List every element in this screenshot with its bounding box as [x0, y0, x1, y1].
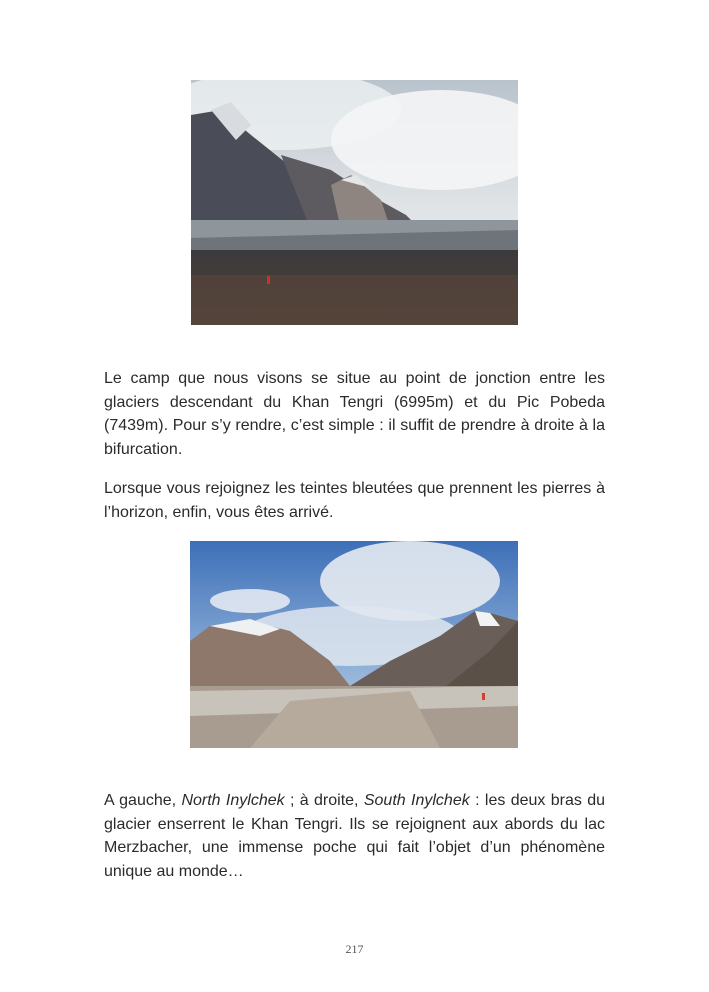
north-inylchek-name: North Inylchek: [181, 792, 285, 809]
paragraph-camp-location: Le camp que nous visons se situe au point de jonction entre les glaciers descendant du Khan Tengri (6995m) et du Pic Pobeda (7439m). Pour s’y rendre, c’est simple : il suffit de prendre à droite à la bifurcation.: [104, 370, 605, 458]
page-number: 217: [345, 942, 364, 956]
south-inylchek-name: South Inylchek: [363, 792, 470, 809]
paragraph-inylchek-glaciers: A gauche, North Inylchek ; à droite, South Inylchek : les deux bras du glacier enserrent le Khan Tengri. Ils se rejoignent aux abords du lac Merzbacher, une immense poche qui fait l’objet d’un phénomène unique au monde…: [104, 792, 606, 880]
glacier-valley-cloudy-photo: [191, 80, 518, 325]
paragraph-blue-stones: Lorsque vous rejoignez les teintes bleutées que prennent les pierres à l’horizon, enfin, vous êtes arrivé.: [104, 480, 605, 521]
inylchek-glacier-fork-photo: [190, 541, 518, 748]
